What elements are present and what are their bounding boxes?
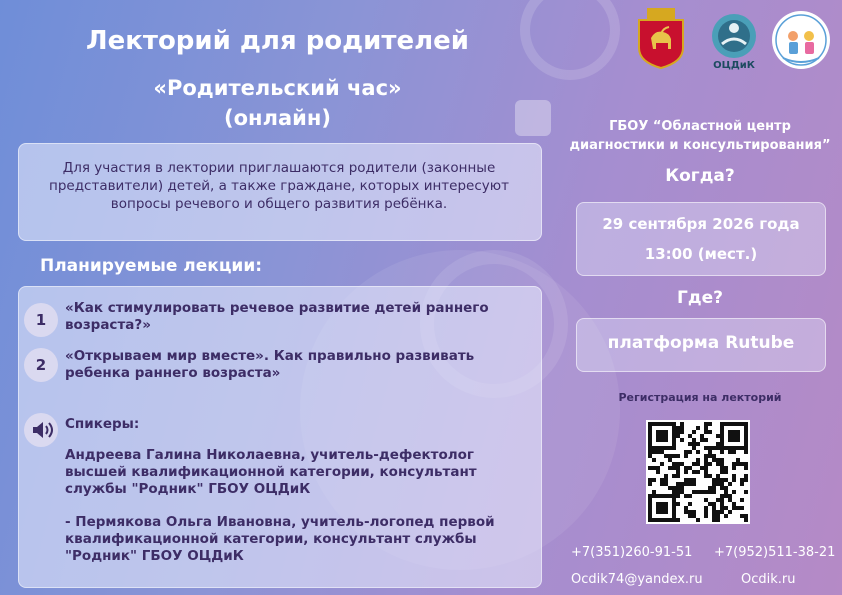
email-link[interactable]: Ocdik74@yandex.ru	[571, 572, 703, 587]
organization-name: ГБОУ “Областной центр диагностики и консультирования”	[569, 119, 831, 153]
intro-text: Для участия в лектории приглашаются родители (законные представители) детей, а также граждане, которых интересуют вопросы речевого и общего развития ребёнка.	[49, 160, 509, 212]
ocdik-logo-text: ОЦДиК	[713, 60, 755, 71]
registration-label: Регистрация на лекторий	[618, 391, 782, 404]
rodnik-service-logo	[771, 10, 831, 70]
event-time: 13:00 (мест.)	[644, 245, 758, 263]
ocdik-logo	[702, 10, 766, 72]
speaker-entry: - Пермякова Ольга Ивановна, учитель-логопед первой квалификационной категории, консультант службы "Родник" ГБОУ ОЦДиК	[65, 514, 495, 564]
phone-link[interactable]: +7(351)260-91-51	[571, 545, 693, 560]
phone-link[interactable]: +7(952)511-38-21	[714, 545, 836, 560]
subtitle-line: (онлайн)	[224, 106, 331, 130]
registration-qr-code[interactable]	[646, 420, 750, 524]
page-subtitle	[0, 73, 555, 133]
when-heading: Когда?	[665, 166, 735, 186]
lecture-number: 1	[24, 303, 58, 337]
speakers-heading: Спикеры:	[65, 416, 140, 432]
speaker-volume-icon	[24, 413, 58, 447]
lecture-title: «Открываем мир вместе». Как правильно развивать ребенка раннего возраста»	[65, 348, 475, 381]
page-title: Лекторий для родителей	[86, 26, 469, 56]
lecture-title: «Как стимулировать речевое развитие детей раннего возраста?»	[65, 300, 489, 333]
event-platform: платформа Rutube	[607, 333, 795, 353]
when-panel	[576, 202, 826, 276]
where-heading: Где?	[677, 288, 723, 308]
chelyabinsk-coat-of-arms-logo	[637, 8, 685, 70]
speaker-entry: Андреева Галина Николаевна, учитель-дефектолог высшей квалификационной категории, консультант службы "Родник" ГБОУ ОЦДиК	[65, 447, 477, 497]
event-date: 29 сентября 2026 года	[602, 215, 800, 233]
lecture-number: 2	[24, 348, 58, 382]
website-link[interactable]: Ocdik.ru	[741, 572, 796, 587]
subtitle-line: «Родительский час»	[153, 76, 402, 100]
lectures-heading: Планируемые лекции:	[40, 256, 263, 276]
